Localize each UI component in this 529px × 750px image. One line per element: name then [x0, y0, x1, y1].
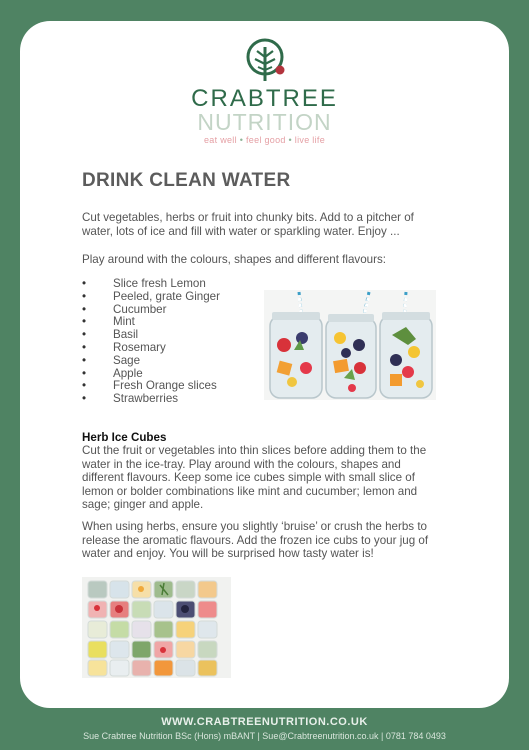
- list-item: • Mint: [82, 316, 220, 329]
- list-item: • Basil: [82, 329, 220, 342]
- brand-logo: [0, 37, 529, 145]
- ice-cubes-image: [82, 577, 231, 678]
- separator-dot-icon: •: [288, 135, 292, 145]
- separator-dot-icon: •: [239, 135, 244, 145]
- page-title: DRINK CLEAN WATER: [82, 170, 291, 191]
- infused-water-jars-image: [264, 290, 436, 400]
- list-item: • Sage: [82, 355, 220, 368]
- footer-contact: Sue Crabtree Nutrition BSc (Hons) mBANT | Sue@Crabtreenutrition.co.uk | 0781 784 0493: [83, 731, 446, 741]
- tagline-part: eat well: [203, 135, 237, 145]
- brand-name-line2: NUTRITION: [197, 109, 332, 135]
- list-item: • Strawberries: [82, 393, 220, 406]
- herb-paragraph-1: Cut the fruit or vegetables into thin slices before adding them to the water in the ice-tray. Play around with the colours, shapes and different flavours. Keep some ice cubes simple with small slice of lemon or bolder combinations like mint and cucumber; lemon and sage; ginger and apple.: [82, 444, 427, 511]
- brand-name-line1: CRABTREE: [191, 85, 338, 112]
- herb-paragraph-2: When using herbs, ensure you slightly ‘bruise’ or crush the herbs to release the aromatic flavours. Add the frozen ice cubs to your jug of water and enjoy. You will be surprised how tasty water is!: [82, 520, 429, 560]
- brand-tagline: [0, 135, 529, 145]
- tagline-part: feel good: [245, 135, 286, 145]
- intro-paragraph: Cut vegetables, herbs or fruit into chunky bits. Add to a pitcher of water, lots of ice and fill with water or sparkling water. Enjoy ...: [82, 211, 414, 238]
- footer-website: WWW.CRABTREENUTRITION.CO.UK: [161, 716, 368, 728]
- ingredient-list: [82, 278, 220, 406]
- list-item: • Apple: [82, 368, 220, 381]
- tagline-part: live life: [294, 135, 326, 145]
- list-item: • Cucumber: [82, 304, 220, 317]
- list-item: • Peeled, grate Ginger: [82, 291, 220, 304]
- list-item: • Fresh Orange slices: [82, 380, 220, 393]
- herb-ice-cubes-heading: Herb Ice Cubes: [82, 431, 167, 444]
- list-item: • Rosemary: [82, 342, 220, 355]
- list-item: • Slice fresh Lemon: [82, 278, 220, 291]
- tree-logo-icon: [243, 37, 287, 83]
- play-paragraph: Play around with the colours, shapes and different flavours:: [82, 253, 386, 266]
